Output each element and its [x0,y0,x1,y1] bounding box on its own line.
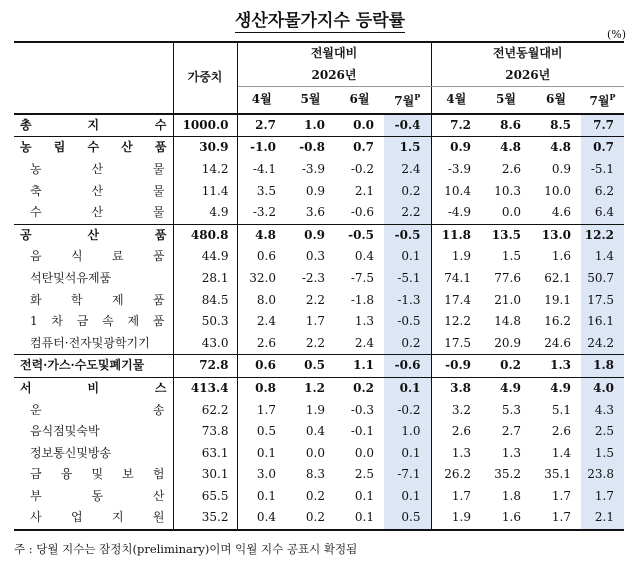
cell-yoy-4: 0.7 [581,137,624,159]
row-weight: 72.8 [173,355,237,378]
cell-mom-1: 2.6 [256,335,276,350]
cell-mom-3: 0.2 [335,377,384,399]
cell-yoy-1: 17.5 [431,333,481,355]
cell-yoy-1: 26.2 [431,464,481,486]
cell-yoy-3: 10.0 [544,183,571,198]
cell-yoy-2: 0.2 [481,355,531,378]
cell-mom-4: 0.1 [384,246,431,268]
cell-yoy-3: 4.9 [531,377,581,399]
table-row [14,268,624,290]
table-row [14,246,624,268]
cell-mom-4: 0.1 [384,486,431,508]
header-yoy-year: 2026년 [431,65,624,87]
cell-yoy-3: 35.1 [544,467,571,482]
cell-mom-2: 1.2 [286,377,335,399]
row-label: 농 림 수 산 품 [14,137,173,159]
cell-yoy-3: 1.3 [531,355,581,378]
row-label: 운 송 [30,402,165,417]
cell-yoy-1: 3.8 [431,377,481,399]
cell-mom-4: 2.4 [384,159,431,181]
cell-yoy-1: -4.9 [431,202,481,224]
cell-mom-1: 0.5 [256,424,276,439]
cell-yoy-4: 2.5 [581,421,624,443]
row-weight: 480.8 [173,224,237,246]
cell-yoy-1: 1.7 [431,486,481,508]
cell-yoy-1: 3.2 [431,400,481,422]
page-title: 생산자물가지수 등락률 [234,11,406,31]
cell-mom-4: -7.1 [384,464,431,486]
cell-mom-1: 0.6 [237,355,286,378]
cell-yoy-2: 13.5 [481,224,531,246]
cell-yoy-4: 4.3 [581,400,624,422]
table-row [14,114,624,137]
table-row [14,421,624,443]
cell-yoy-4: 50.7 [581,268,624,290]
cell-yoy-3: 4.8 [531,137,581,159]
cell-mom-2: -2.3 [301,270,325,285]
cell-mom-1: 0.1 [256,445,276,460]
cell-yoy-1: 1.3 [431,443,481,465]
cell-mom-1: 3.0 [256,467,276,482]
cell-yoy-3: 8.5 [550,117,571,132]
cell-yoy-2: 2.6 [501,161,521,176]
cell-yoy-4: 2.1 [581,507,624,530]
row-label: 화 학 제 품 [30,292,165,307]
cell-yoy-1: 1.9 [431,507,481,530]
table-row [14,311,624,333]
cell-yoy-3: 24.6 [544,335,571,350]
table-row [14,443,624,465]
cell-mom-4: -0.4 [384,114,431,137]
table-row [14,181,624,203]
cell-mom-2: 2.2 [305,292,325,307]
cell-yoy-3: 62.1 [544,270,571,285]
cell-yoy-2: 2.7 [501,424,521,439]
cell-mom-4: 0.2 [384,181,431,203]
cell-yoy-4: -5.1 [581,159,624,181]
cell-mom-4: 0.1 [384,443,431,465]
cell-mom-2: 1.0 [304,117,325,132]
cell-mom-4: 1.0 [384,421,431,443]
cell-yoy-2: 5.3 [501,402,521,417]
row-label: 컴퓨터·전자및광학기기 [30,335,150,350]
cell-mom-1: 0.6 [256,249,276,264]
cell-mom-3: 0.7 [335,137,384,159]
cell-yoy-4: 6.2 [581,181,624,203]
row-label: 금 융 및 보 험 [30,467,165,482]
table-row [14,333,624,355]
cell-mom-1: 32.0 [249,270,276,285]
row-weight: 65.5 [173,486,237,508]
cell-mom-2: -0.8 [286,137,335,159]
cell-mom-2: 2.2 [305,335,325,350]
row-weight: 50.3 [173,311,237,333]
prelim-mark: P [609,92,616,103]
cell-mom-2: 3.6 [305,205,325,220]
cell-yoy-2: 4.9 [481,377,531,399]
row-label: 석탄및석유제품 [30,270,112,285]
cell-yoy-1: 1.9 [431,246,481,268]
cell-mom-4: 1.5 [384,137,431,159]
footnote: 주 : 당월 지수는 잠정치(preliminary)이며 익월 지수 공표시 확정됨 [14,542,358,556]
cell-mom-4: -0.5 [384,311,431,333]
header-mom-month-2: 5월 [286,87,335,114]
cell-yoy-1: -3.9 [431,159,481,181]
cell-yoy-1: 12.2 [431,311,481,333]
table-row [14,486,624,508]
cell-yoy-2: 10.3 [494,183,521,198]
cell-yoy-3: 1.4 [551,445,571,460]
row-label: 축 산 물 [30,183,165,198]
cell-mom-3: 0.1 [335,507,384,530]
unit-label: (%) [606,28,626,41]
cell-yoy-2: 4.8 [481,137,531,159]
cell-yoy-4: 1.4 [581,246,624,268]
cell-mom-3: -0.1 [350,424,374,439]
cell-yoy-2: 35.2 [494,467,521,482]
cell-mom-3: -7.5 [350,270,374,285]
row-weight: 84.5 [173,290,237,312]
cell-yoy-4: 7.7 [581,114,624,137]
cell-mom-3: 0.0 [353,117,374,132]
table-row [14,464,624,486]
cell-yoy-4: 1.7 [581,486,624,508]
cell-yoy-2: 14.8 [494,314,521,329]
header-yoy-month-1: 4월 [431,87,481,114]
cell-mom-2: 0.3 [305,249,325,264]
cell-mom-1: 0.4 [237,507,286,530]
cell-mom-3: -0.2 [350,161,374,176]
cell-yoy-4: 1.5 [581,443,624,465]
cell-yoy-2: 20.9 [494,335,521,350]
cell-yoy-3: 13.0 [531,224,581,246]
cell-mom-3: 2.5 [354,467,374,482]
prelim-mark: P [414,92,421,103]
header-yoy-month-4: 7월$^P$ [581,87,624,114]
cell-yoy-3: 16.2 [544,314,571,329]
cell-mom-1: 0.8 [237,377,286,399]
table-row [14,507,624,530]
cell-mom-1: 1.7 [256,402,276,417]
cell-mom-2: 1.7 [305,314,325,329]
cell-yoy-2: 1.5 [501,249,521,264]
cell-mom-3: 0.0 [354,445,374,460]
cell-mom-4: 0.1 [384,377,431,399]
row-weight: 30.9 [173,137,237,159]
row-weight: 43.0 [173,333,237,355]
cell-mom-1: 2.7 [255,117,276,132]
header-mom-month-1: 4월 [237,87,286,114]
cell-mom-2: 0.2 [305,488,325,503]
cell-yoy-3: 5.1 [551,402,571,417]
cell-mom-4: -1.3 [384,290,431,312]
cell-yoy-1: 7.2 [431,114,481,137]
row-weight: 44.9 [173,246,237,268]
header-yoy-month-2: 5월 [481,87,531,114]
cell-yoy-4: 1.8 [581,355,624,378]
cell-mom-1: -4.1 [252,161,276,176]
row-weight: 28.1 [173,268,237,290]
cell-yoy-1: 74.1 [431,268,481,290]
cell-yoy-4: 12.2 [581,224,624,246]
row-weight: 62.2 [173,400,237,422]
cell-mom-4: 0.5 [384,507,431,530]
cell-mom-3: -0.6 [350,205,374,220]
row-label: 농 산 물 [30,161,165,176]
row-weight: 4.9 [173,202,237,224]
cell-mom-3: 2.4 [354,335,374,350]
table-row [14,377,624,399]
cell-mom-4: 2.2 [384,202,431,224]
header-weight: 가중치 [173,42,237,114]
cell-mom-3: 2.1 [354,183,374,198]
cell-mom-1: -3.2 [252,205,276,220]
cell-mom-3: 1.1 [335,355,384,378]
cell-yoy-2: 77.6 [494,270,521,285]
row-weight: 30.1 [173,464,237,486]
cell-yoy-4: 24.2 [581,333,624,355]
row-label: 공 산 품 [14,224,173,246]
cell-yoy-2: 1.8 [501,488,521,503]
cell-mom-2: 0.0 [305,445,325,460]
cell-mom-2: 8.3 [305,467,325,482]
cell-yoy-1: 11.8 [431,224,481,246]
row-weight: 413.4 [173,377,237,399]
table-row [14,137,624,159]
header-mom: 전월대비 [237,42,431,65]
header-mom-month-3: 6월 [335,87,384,114]
cell-yoy-3: 19.1 [544,292,571,307]
cell-yoy-2: 0.0 [501,205,521,220]
header-blank [14,42,173,114]
row-weight: 35.2 [173,507,237,530]
cell-mom-3: 1.3 [354,314,374,329]
cell-yoy-3: 0.9 [551,161,571,176]
row-label: 총 지 수 [20,117,167,132]
cell-yoy-4: 6.4 [581,202,624,224]
cell-yoy-3: 2.6 [551,424,571,439]
cell-yoy-1: -0.9 [431,355,481,378]
cell-mom-1: 0.1 [256,488,276,503]
row-weight: 73.8 [173,421,237,443]
cell-yoy-4: 23.8 [581,464,624,486]
cell-mom-1: 3.5 [256,183,276,198]
row-label: 음 식 료 품 [30,249,165,264]
cell-yoy-4: 16.1 [581,311,624,333]
cell-yoy-4: 4.0 [581,377,624,399]
ppi-table [14,41,624,531]
header-mom-year: 2026년 [237,65,431,87]
header-yoy-month-3: 6월 [531,87,581,114]
cell-yoy-1: 0.9 [431,137,481,159]
table-row [14,224,624,246]
cell-mom-2: 0.9 [286,224,335,246]
cell-yoy-1: 2.6 [431,421,481,443]
row-label: 부 동 산 [30,488,165,503]
cell-mom-1: -1.0 [237,137,286,159]
cell-yoy-3: 1.7 [551,488,571,503]
row-label: 음식점및숙박 [30,424,100,439]
row-weight: 63.1 [173,443,237,465]
cell-mom-3: -0.5 [335,224,384,246]
header-mom-month-4: 7월$^P$ [384,87,431,114]
table-row [14,355,624,378]
cell-mom-2: 1.9 [305,402,325,417]
table-row [14,202,624,224]
row-label: 수 산 물 [30,205,165,220]
cell-yoy-3: 1.6 [551,249,571,264]
table-row [14,290,624,312]
cell-yoy-2: 1.3 [501,445,521,460]
cell-mom-1: 4.8 [237,224,286,246]
cell-mom-4: -5.1 [384,268,431,290]
cell-mom-2: 0.2 [286,507,335,530]
cell-yoy-2: 8.6 [500,117,521,132]
header-yoy: 전년동월대비 [431,42,624,65]
cell-yoy-4: 17.5 [581,290,624,312]
cell-mom-2: -3.9 [301,161,325,176]
row-label: 사 업 지 원 [14,507,173,530]
row-weight: 14.2 [173,159,237,181]
cell-mom-3: 0.4 [354,249,374,264]
cell-yoy-1: 17.4 [431,290,481,312]
row-weight: 1000.0 [173,114,237,137]
cell-yoy-2: 21.0 [494,292,521,307]
cell-mom-3: 0.1 [354,488,374,503]
cell-mom-4: -0.2 [384,400,431,422]
cell-mom-1: 2.4 [256,314,276,329]
table-row [14,400,624,422]
table-row [14,159,624,181]
cell-mom-4: -0.6 [384,355,431,378]
cell-mom-3: -0.3 [350,402,374,417]
cell-yoy-1: 10.4 [431,181,481,203]
cell-mom-3: -1.8 [350,292,374,307]
cell-mom-2: 0.5 [286,355,335,378]
row-label: 정보통신및방송 [30,445,112,460]
cell-yoy-3: 4.6 [551,205,571,220]
row-label: 전력·가스·수도및폐기물 [14,355,173,378]
row-label: 서 비 스 [14,377,173,399]
cell-mom-1: 8.0 [256,292,276,307]
cell-mom-2: 0.4 [305,424,325,439]
cell-mom-2: 0.9 [305,183,325,198]
cell-mom-4: 0.2 [384,333,431,355]
cell-yoy-3: 1.7 [531,507,581,530]
cell-mom-4: -0.5 [384,224,431,246]
cell-yoy-2: 1.6 [481,507,531,530]
row-weight: 11.4 [173,181,237,203]
row-label: 1 차 금 속 제 품 [30,314,165,329]
